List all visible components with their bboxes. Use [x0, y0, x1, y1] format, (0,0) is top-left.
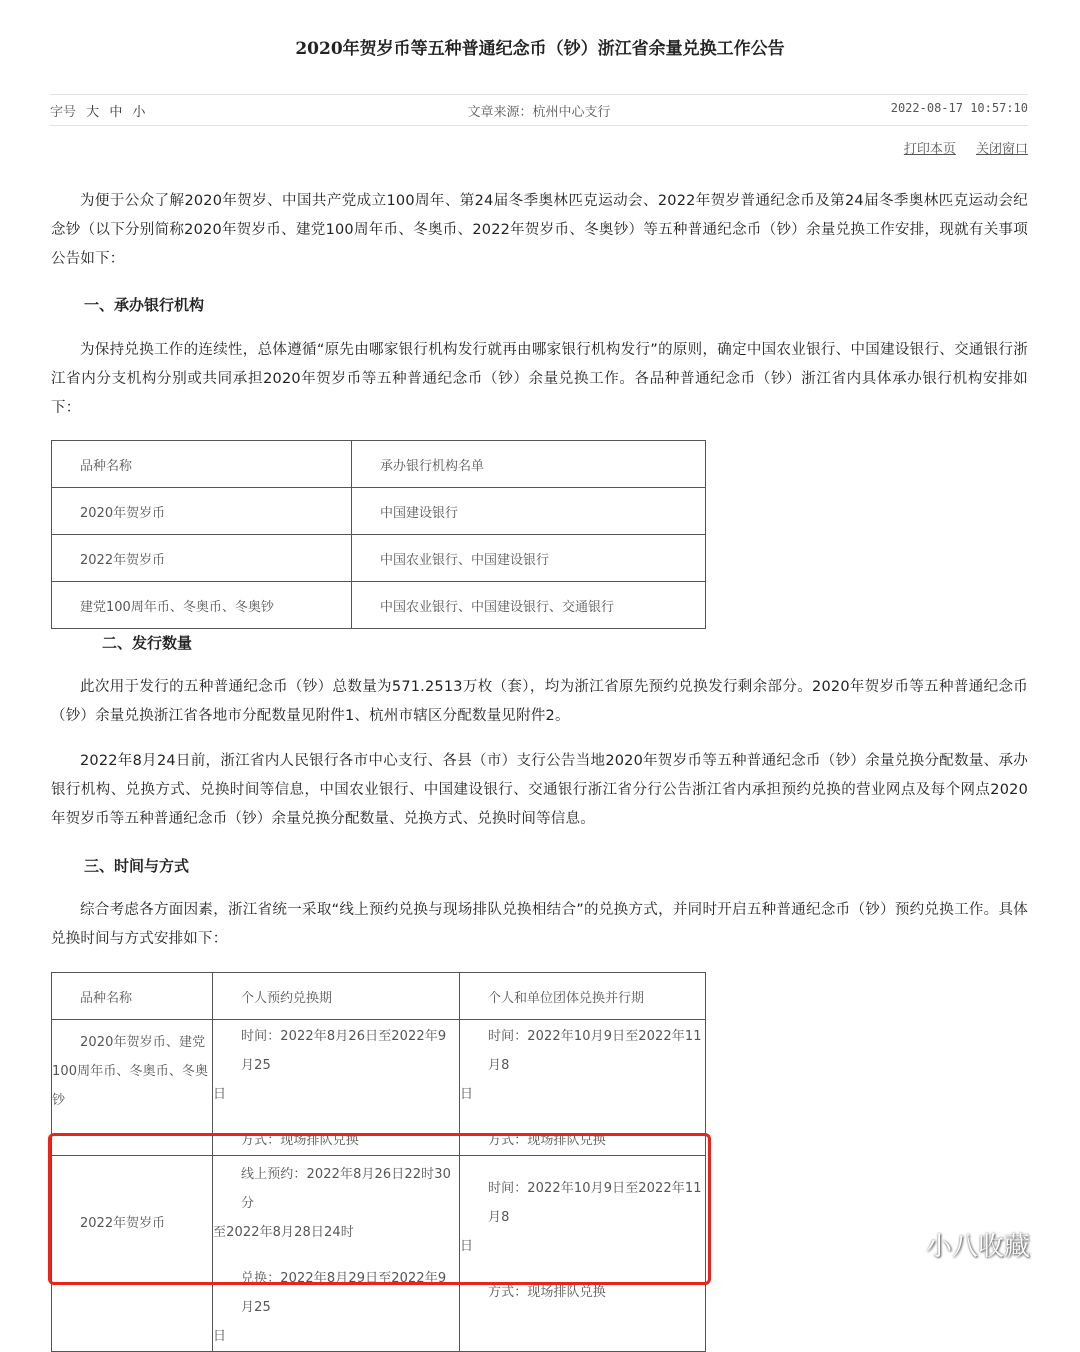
print-page-link[interactable]: 打印本页: [903, 142, 956, 157]
wechat-icon: [886, 1230, 920, 1260]
table-header: 品种名称: [80, 991, 133, 1006]
font-size-small-button[interactable]: 小: [132, 105, 146, 120]
table-cell: 2022年贺岁币: [80, 553, 166, 568]
parallel-time-line: 日: [460, 1239, 474, 1254]
table-cell: 建党100周年币、冬奥币、冬奥钞: [80, 600, 274, 615]
font-size-large-button[interactable]: 大: [86, 105, 100, 120]
parallel-time-line: 时间：2022年10月9日至2022年11月8: [488, 1181, 702, 1225]
intro-paragraph: 为便于公众了解2020年贺岁、中国共产党成立100周年、第24届冬季奥林匹克运动会、2022年贺岁普通纪念币及第24届冬季奥林匹克运动会纪念钞（以下分别简称2020年贺岁币、建党100周年币、冬奥币、2022年贺岁币、冬奥钞）等五种普通纪念币（钞）余量兑换工作安排，现就有关事项公告如下：: [51, 193, 1028, 267]
table-cell: 2022年贺岁币: [80, 1216, 166, 1231]
table-cell: 中国农业银行、中国建设银行、交通银行: [380, 600, 615, 615]
watermark-text: 小八收藏: [926, 1232, 1031, 1262]
bank-table: [51, 440, 706, 629]
parallel-method: 方式：现场排队兑换: [488, 1285, 606, 1300]
section3-paragraph: 综合考虑各方面因素，浙江省统一采取“线上预约兑换与现场排队兑换相结合”的兑换方式，并同时开启五种普通纪念币（钞）预约兑换工作。具体兑换时间与方式安排如下：: [51, 902, 1028, 947]
table-cell: [52, 1020, 212, 1115]
period-method: 方式：现场排队兑换: [241, 1133, 359, 1148]
online-booking-line: 至2022年8月28日24时: [213, 1225, 354, 1240]
section2-paragraph-1: 此次用于发行的五种普通纪念币（钞）总数量为571.2513万枚（套），均为浙江省原先预约兑换发行剩余部分。2020年贺岁币等五种普通纪念币（钞）余量兑换浙江省各地市分配数量见附件1、杭州市辖区分配数量见附件2。: [51, 679, 1028, 724]
section1-paragraph: 为保持兑换工作的连续性，总体遵循“原先由哪家银行机构发行就再由哪家银行机构发行”的原则，确定中国农业银行、中国建设银行、交通银行浙江省内分支机构分别或共同承担2020年贺岁币等五种普通纪念币（钞）余量兑换工作。各品种普通纪念币（钞）浙江省内具体承办银行机构安排如下：: [51, 342, 1028, 416]
close-window-link[interactable]: 关闭窗口: [975, 142, 1028, 157]
table-cell: 2020年贺岁币: [80, 506, 166, 521]
variety-name-line: 钞: [52, 1093, 66, 1108]
parallel-method: 方式：现场排队兑换: [488, 1133, 606, 1148]
font-size-label: 字号: [50, 105, 77, 120]
publish-date: 2022-08-17 10:57:10: [890, 101, 1028, 115]
parallel-time-line: 时间：2022年10月9日至2022年11月8: [488, 1029, 702, 1073]
period-time-line: 时间：2022年8月26日至2022年9月25: [241, 1029, 447, 1073]
exchange-line: 兑换：2022年8月29日至2022年9月25: [241, 1271, 447, 1315]
article-source: 文章来源：杭州中心支行: [467, 105, 611, 120]
variety-name-line: 2020年贺岁币、建党: [80, 1035, 206, 1050]
variety-name-line: 100周年币、冬奥币、冬奥: [52, 1064, 209, 1079]
table-header: 个人和单位团体兑换并行期: [488, 991, 645, 1006]
article-tools: [888, 138, 1028, 157]
font-size-medium-button[interactable]: 中: [109, 105, 123, 120]
parallel-time-line: 日: [460, 1087, 474, 1102]
table-cell: 中国农业银行、中国建设银行: [380, 553, 550, 568]
section2-heading: 二、发行数量: [102, 634, 193, 652]
exchange-line: 日: [213, 1329, 227, 1344]
table-cell: 中国建设银行: [380, 506, 459, 521]
section2-paragraph-2: 2022年8月24日前，浙江省内人民银行各市中心支行、各县（市）支行公告当地2020年贺岁币等五种普通纪念币（钞）余量兑换分配数量、承办银行机构、兑换方式、兑换时间等信息，中国农业银行、中国建设银行、交通银行浙江省分行公告浙江省内承担预约兑换的营业网点及每个网点2020年贺岁币等五种普通纪念币（钞）余量兑换分配数量、兑换方式、兑换时间等信息。: [51, 753, 1028, 827]
section1-heading: 一、承办银行机构: [84, 296, 205, 314]
watermark: [886, 1226, 1030, 1263]
online-booking-line: 线上预约：2022年8月26日22时30分: [241, 1167, 451, 1211]
font-size-switcher: [50, 101, 151, 120]
table-header: 品种名称: [80, 459, 133, 474]
article-meta-bar: [50, 94, 1028, 126]
table-header: 个人预约兑换期: [241, 991, 333, 1006]
table-header: 承办银行机构名单: [380, 459, 485, 474]
section3-heading: 三、时间与方式: [84, 857, 190, 875]
highlight-box: [48, 1133, 711, 1285]
page-title: 2020年贺岁币等五种普通纪念币（钞）浙江省余量兑换工作公告: [295, 39, 785, 59]
period-time-line: 日: [213, 1087, 227, 1102]
